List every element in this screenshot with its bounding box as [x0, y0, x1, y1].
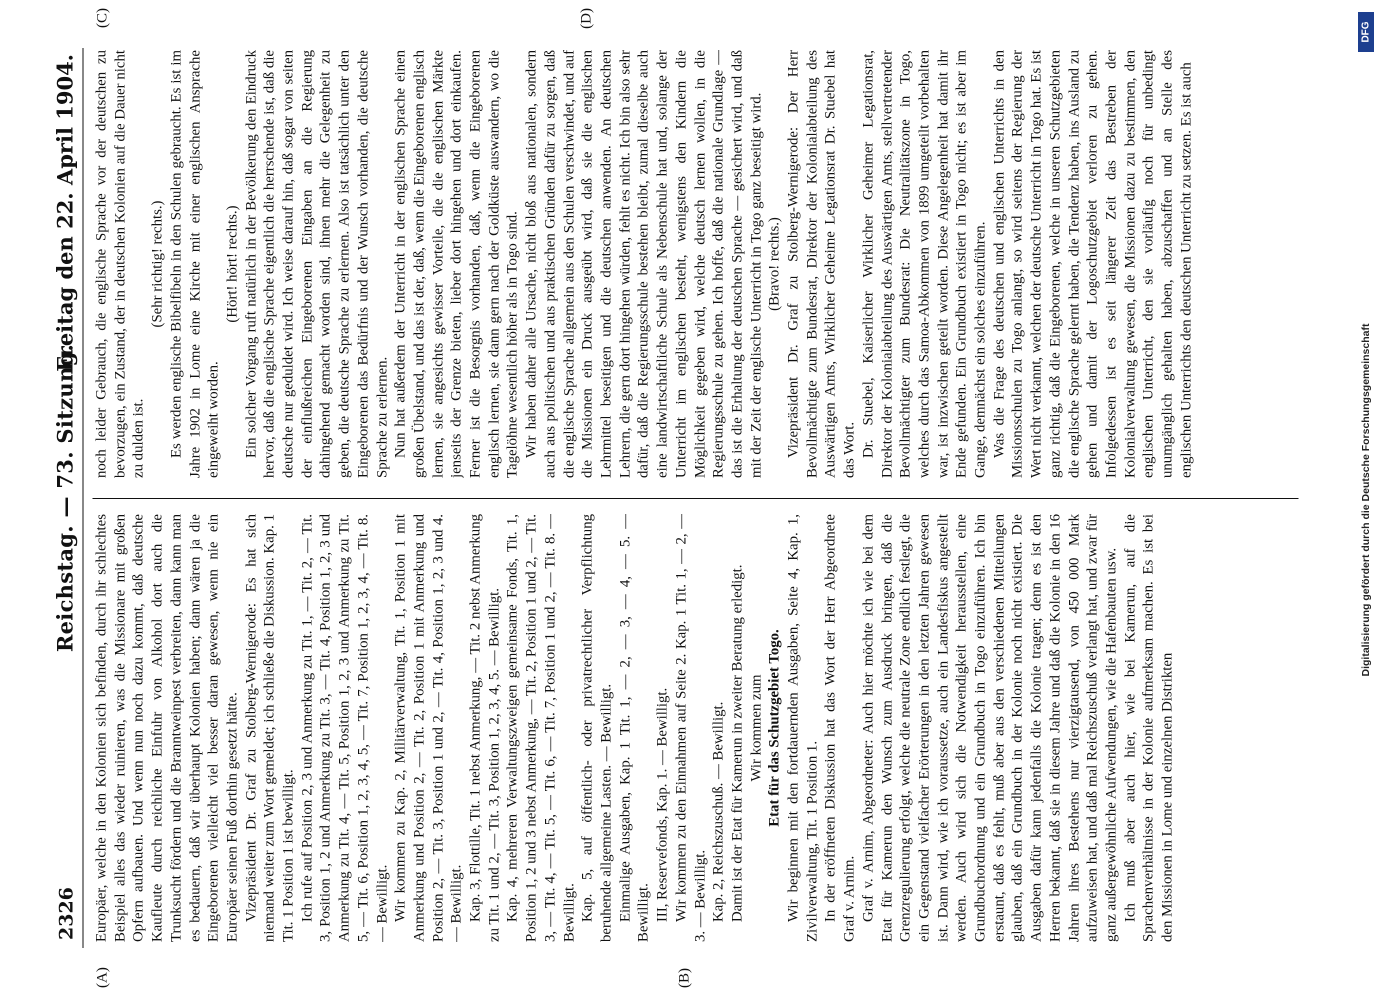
page-body	[92, 48, 1298, 948]
interjection: (Hört! hört! rechts.)	[223, 205, 240, 323]
session-date: Freitag den 22. April 1904.	[52, 54, 77, 372]
paragraph: Ein solcher Vorgang ruft natürlich in der Bevölkerung den Eindruck hervor, daß die englische Sprache eigentlich die herrschende ist, daß die deutsche nur geduldet wird. Ich weise darauf hin, daß sogar von seiten der einflußreichen Eingeborenen Eingaben an die Regierung dahingehend gemacht worden sind, ihnen mehr die Gelegenheit zu geben, die deutsche Sprache zu erlernen. Also ist tatsächlich unter den Eingeborenen das Bedürfnis und der Wunsch vorhanden, die deutsche Sprache zu erlernen.	[242, 50, 390, 478]
margin-mark-d: (D)	[578, 8, 594, 29]
paragraph: Was die Frage des deutschen und englischen Unterrichts in den Missionsschulen zu Togo anlangt, so wird seitens der Regierung der Wert nicht verkannt, welchen der deutsche Unterricht in Togo hat. Es ist ganz richtig, daß die Eingeborenen, welche in unseren Schutzgebieten die englische Sprache gelernt haben, die Tendenz haben, ins Ausland zu gehen und damit der Logoschutzgebiet verloren zu gehen. Infolgedessen ist es seit längerer Zeit das Bestreben der Kolonialverwaltung gewesen, die Missionen dazu zu bestimmen, den englischen Unterricht, den sie vorläufig noch für unbedingt unumgänglich gehalten haben, abzuschaffen und an Stelle des englischen Unterrichts den deutschen Unterricht zu setzen. Es ist auch	[990, 50, 1194, 478]
paragraph: Wir beginnen mit den fortdauernden Ausgaben, Seite 4, Kap. 1, Zivilverwaltung, Tit. 1 Position 1.	[785, 514, 820, 942]
paragraph: Einmalige Ausgaben, Kap. 1 Tit. 1, — 2, — 3, — 4, — 5. — Bewilligt.	[616, 514, 652, 942]
paragraph: Graf v. Arnim, Abgeordneter: Auch hier möchte ich wie bei dem Etat für Kamerun den Wunsch zum Ausdruck bringen, daß die Grenzregulierung erfolgt, welche die neutrale Zone endlich festlegt, die ein Gegenstand vielfacher Erörterungen in den letzten Jahren gewesen ist. Dann wird, wie ich voraussetze, auch ein Landesfiskus angestellt werden. Auch wird sich die Notwendigkeit herausstellen, eine Grundbuchordnung und ein Grundbuch in Togo einzuführen. Ich bin erstaunt, daß es fehlt, muß aber aus den verschiedenen Mitteilungen glauben, daß ein Grundbuch in der Kolonie noch nicht existiert. Die Ausgaben dafür kann jedenfalls die Kolonie tragen; denn es ist den Herren bekannt, daß sie in diesem Jahre und daß die Kolonie in den 16 Jahren ihres Bestehens nur vierzigtausend, von 450 000 Mark aufzuweisen hat, und daß mal Reichszuschuß verlangt hat, und zwar für ganz außergewöhnliche Aufwendungen, wie die Hafenbauten usw.	[859, 514, 1119, 942]
paragraph: Wir kommen zu Kap. 2, Militärverwaltung, Tit. 1, Position 1 mit Anmerkung und Position 2, — Tit. 2, Position 1 mit Anmerkung und Position 2, — Tit. 3, Position 1 und 2, — Tit. 4, Position 1, 2, 3 und 4. — Bewilligt.	[392, 514, 465, 942]
page-header	[48, 48, 83, 948]
paragraph: III, Reservefonds, Kap. 1. — Bewilligt.	[654, 687, 671, 922]
left-column	[92, 514, 1298, 942]
interjection: (Sehr richtig! rechts.)	[149, 200, 166, 328]
paragraph: In der eröffneten Diskussion hat das Wort der Herr Abgeordnete Graf v. Arnim.	[822, 514, 858, 942]
paragraph: Damit ist der Etat für Kamerun in zweiter Beratung erledigt.	[728, 564, 745, 922]
paragraph: Wir haben daher alle Ursache, nicht bloß aus nationalen, sondern auch aus politischen und aus praktischen Gründen dafür zu sorgen, daß die englische Sprache allgemein aus den Schulen verschwindet, und auf die Missionen ein Druck ausgeübt wird, daß sie die englischen Lehrmittel beseitigen und die deutschen anwenden. An deutschen Lehrern, die gern dort hingehen würden, fehlt es nicht. Ich bin also sehr dafür, daß die Regierungsschule bestehen bleibt, zumal dieselbe auch eine landwirtschaftliche Schule als Nebenschule hat und, solange der Unterricht im englischen besteht, wenigstens den Kindern die Möglichkeit gegeben wird, welche deutsch lernen wollen, in die Regierungsschule zu gehen. Ich hoffe, daß die nationale Grundlage — das ist die Erhaltung der deutschen Sprache — gesichert wird, und daß mit der Zeit der englische Unterricht in Togo ganz beseitigt wird.	[523, 50, 764, 478]
paragraph: Kap. 4, mehreren Verwaltungszweigen gemeinsame Fonds, Tit. 1, Position 1, 2 und 3 nebst Anmerkung, — Tit. 2, Position 1 und 2, — Tit. 3, — Tit. 4, — Tit. 5, — Tit. 6, — Tit. 7, Position 1 und 2, — Tit. 8. — Bewilligt.	[504, 514, 577, 942]
dfg-logo: DFG	[1358, 12, 1374, 52]
paragraph: Dr. Stuebel, Kaiserlicher Wirklicher Geheimer Legationsrat, Direktor der Kolonialabteilung des Auswärtigen Amts, stellvertretender Bevollmächtigter zum Bundesrat: Die Neutralitätszone in Togo, welches durch das Samoa-Abkommen von 1899 umgeteilt vorbehalten war, ist inzwischen geteilt worden. Diese Angelegenheit hat damit ihr Ende gefunden. Ein Grundbuch existiert in Togo nicht; es ist aber im Gange, demnächst ein solches einzuführen.	[859, 50, 989, 478]
section-heading: Etat für das Schutzgebiet Togo.	[766, 629, 783, 827]
section-intro: Wir kommen zum	[747, 674, 764, 782]
page-number: 2326	[55, 887, 77, 940]
paragraph: noch leider Gebrauch, die englische Sprache vor der deutschen zu bevorzugen, ein Zustand, der in deutschen Kolonien auf die Dauer nicht zu dulden ist.	[93, 50, 147, 478]
paragraph: Vizepräsident Dr. Graf zu Stolberg-Wernigerode: Es hat sich niemand weiter zum Wort gemeldet; ich schließe die Diskussion. Kap. 1 Tit. 1 Position 1 ist bewilligt.	[242, 514, 297, 942]
margin-mark-c: (C)	[94, 8, 110, 28]
digitization-note: Digitalisierung gefördert durch die Deutsche Forschungsgemeinschaft	[1360, 323, 1372, 676]
paragraph: Kap. 5, auf öffentlich- oder privatrechtlicher Verpflichtung beruhende allgemeine Lasten. — Bewilligt.	[579, 514, 614, 942]
paragraph: Ich muß aber auch hier, wie bei Kamerun, auf die Sprachenverhältnisse in der Kolonie aufmerksam machen. Es ist bei den Missionen in Lome und einzelnen Distrikten	[1121, 514, 1176, 942]
newspaper-page	[48, 8, 1298, 988]
margin-mark-a: (A)	[94, 967, 110, 988]
session-title: Reichstag. — 73. Sitzung.	[52, 343, 77, 653]
interjection: (Bravo! rechts.)	[766, 217, 783, 311]
paragraph: Wir kommen zu den Einnahmen auf Seite 2. Kap. 1 Tit. 1, — 2, — 3. — Bewilligt.	[672, 514, 708, 942]
margin-mark-b: (B)	[676, 968, 692, 988]
right-column	[92, 50, 1298, 478]
paragraph: Kap. 2, Reichszuschuß. — Bewilligt.	[710, 701, 727, 922]
digitization-footer	[1355, 12, 1377, 987]
paragraph: Kap. 3, Flottille, Tit. 1 nebst Anmerkung, — Tit. 2 nebst Anmerkung zu Tit. 1 und 2, — Tit. 3, Position 1, 2, 3, 4, 5. — Bewilligt.	[467, 514, 502, 942]
paragraph: Nun hat außerdem der Unterricht in der englischen Sprache einen großen Übelstand, und das ist der, daß, wenn die Eingeborenen englisch lernen, sie angesichts gewisser Vorteile, die die englischen Märkte jenseits der Grenze bieten, lieber dort hingehen und dort einkaufen. Ferner ist die Besorgnis vorhanden, daß, wenn die Eingeborenen englisch lernen, sie dann gern nach der Goldküste auswandern, wo die Tagelöhne wesentlich höher als in Togo sind.	[392, 50, 521, 478]
paragraph: Es werden englische Bibelfibeln in den Schulen gebraucht. Es ist im Jahre 1902 in Lome eine Kirche mit einer englischen Ansprache eingeweiht worden.	[167, 50, 222, 478]
column-divider	[92, 498, 1298, 499]
paragraph: Vizepräsident Dr. Graf zu Stolberg-Wernigerode: Der Herr Bevollmächtigte zum Bundesrat, Direktor der Kolonialabteilung des Auswärtigen Amts, Wirklicher Geheime Legationsrat Dr. Stuebel hat das Wort.	[785, 50, 858, 478]
paragraph: Ich rufe auf Position 2, 3 und Anmerkung zu Tit. 1, — Tit. 2, — Tit. 3, Position 1, 2 und Anmerkung zu Tit. 3, — Tit. 4, Position 1, 2, 3 und Anmerkung zu Tit. 4, — Tit. 5, Position 1, 2, 3 und Anmerkung zu Tit. 5, — Tit. 6, Position 1, 2, 3, 4, 5, — Tit. 7, Position 1, 2, 3, 4, — Tit. 8. — Bewilligt.	[298, 514, 390, 942]
paragraph: Europäer, welche in den Kolonien sich befinden, durch ihr schlechtes Beispiel alles das wieder ruinieren, was die Missionare mit großen Opfern aufbauen. Und wenn nun noch dazu kommt, daß deutsche Kaufleute durch reichliche Einfuhr von Alkohol dort auch die Trunksucht fördern und die Branntweinpest verbreiten, dann kann man es bedauern, daß wir überhaupt Kolonien haben; dann wären ja die Eingeborenen vielleicht viel besser daran gewesen, wenn nie ein Europäer seinen Fuß dorthin gesetzt hätte.	[93, 514, 240, 942]
